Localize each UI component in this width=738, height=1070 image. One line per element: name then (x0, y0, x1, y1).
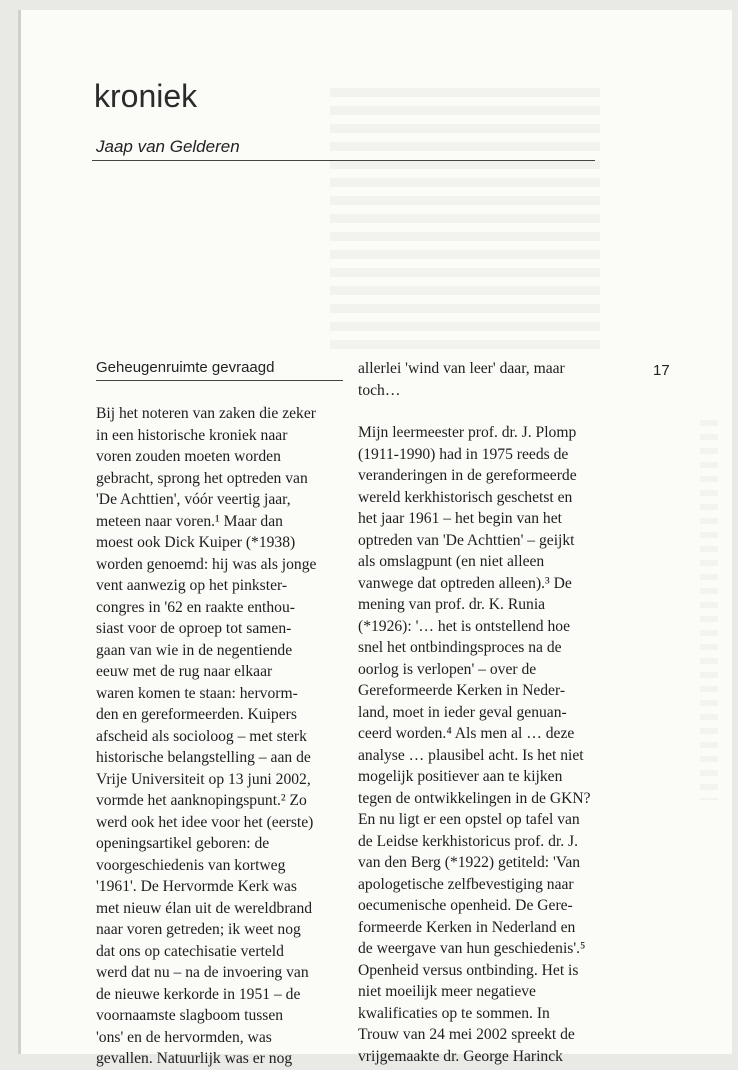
page-number: 17 (653, 362, 670, 379)
text-line: gaan van wie in de negentiende (96, 641, 293, 659)
text-line: voren zouden moeten worden (96, 448, 281, 465)
text-line: openingsartikel geboren: de (96, 835, 270, 852)
text-line: naar voren getreden; ik weet nog (96, 921, 301, 938)
section-title-kroniek: kroniek (94, 78, 198, 114)
text-line: dat ons op catechisatie verteld (96, 942, 284, 960)
text-line: 'ons' en de hervormden, was (96, 1028, 272, 1046)
text-line: kwalificaties op te sommen. In (358, 1004, 550, 1022)
text-line: mogelijk positiever aan te kijken (358, 768, 563, 785)
text-line: vent aanwezig op het pinkster- (96, 577, 288, 594)
header-rule (92, 160, 595, 161)
text-line: werd ook het idee voor het (eerste) (96, 813, 314, 831)
text-line: (1911-1990) had in 1975 reeds de (358, 445, 569, 463)
text-line: Trouw van 24 mei 2002 spreekt de (358, 1026, 575, 1043)
left-column-body (96, 403, 343, 1070)
text-line: afscheid als socioloog – met sterk (96, 727, 307, 745)
text-line: gebracht, sprong het optreden van (96, 469, 308, 487)
text-line: 'De Achttien', vóór veertig jaar, (96, 491, 291, 508)
text-line: gevallen. Natuurlijk was er nog (96, 1050, 293, 1067)
text-line: als omslagpunt (en niet alleen (358, 553, 545, 570)
text-line: formeerde Kerken in Nederland en (358, 918, 576, 936)
text-line: Gereformeerde Kerken in Neder- (358, 682, 566, 699)
text-line: siast voor de oproep tot samen- (96, 620, 292, 637)
text-line: Bij het noteren van zaken die zeker (96, 405, 316, 422)
page-spine-shadow (18, 10, 21, 1054)
text-line: mening van prof. dr. K. Runia (358, 596, 546, 613)
text-line: tegen de ontwikkelingen in de GKN? (358, 789, 591, 807)
text-line: niet moeilijk meer negatieve (358, 983, 536, 1000)
text-line: vrijgemaakte dr. George Harinck (358, 1047, 563, 1065)
right-column-paragraph-1 (358, 358, 598, 401)
text-line: worden genoemd: hij was als jonge (96, 555, 317, 573)
text-line: van den Berg (*1922) getiteld: 'Van (358, 854, 581, 871)
text-line: toch… (358, 381, 401, 399)
text-line: het jaar 1961 – het begin van het (358, 510, 562, 527)
text-line: de weergave van hun geschiedenis'.⁵ (358, 940, 586, 957)
text-line: meteen naar voren.¹ Maar dan (96, 512, 283, 530)
text-line: den en gereformeerden. Kuipers (96, 706, 297, 723)
text-line: eeuw met de rug naar elkaar (96, 663, 273, 680)
text-line: land, moet in ieder geval genuan- (358, 703, 567, 721)
text-line: analyse … plausibel acht. Is het niet (358, 746, 584, 764)
text-line: werd dat nu – na de invoering van (96, 964, 309, 981)
text-line: allerlei 'wind van leer' daar, maar (358, 360, 565, 377)
text-line: moest ook Dick Kuiper (*1938) (96, 534, 296, 551)
text-line: de nieuwe kerkorde in 1951 – de (96, 985, 301, 1003)
text-line: apologetische zelfbevestiging naar (358, 875, 574, 893)
text-line: snel het ontbindingsproces na de (358, 639, 562, 656)
text-line: voornaamste slagboom tussen (96, 1007, 284, 1024)
text-line: met nieuw élan uit de wereldbrand (96, 899, 313, 917)
right-column-paragraph-2 (358, 422, 598, 1067)
text-line: optreden van 'De Achttien' – geijkt (358, 531, 575, 549)
text-line: voorgeschiedenis van kortweg (96, 856, 286, 874)
text-line: ceerd worden.⁴ Als men al … deze (358, 725, 575, 742)
paragraph-gap (358, 401, 598, 422)
text-line: Openheid versus ontbinding. Het is (358, 961, 579, 979)
text-line: oorlog is verlopen' – over de (358, 660, 537, 678)
text-line: oecumenische openheid. De Gere- (358, 897, 573, 914)
text-line: Vrije Universiteit op 13 juni 2002, (96, 770, 311, 788)
show-through-margin (700, 420, 718, 800)
text-line: congres in '62 en raakte enthou- (96, 598, 295, 616)
author-name: Jaap van Gelderen (96, 137, 240, 156)
text-line: de Leidse kerkhistoricus prof. dr. J. (358, 832, 578, 850)
text-line: vanwege dat optreden alleen).³ De (358, 574, 572, 592)
text-line: En nu ligt er een opstel op tafel van (358, 811, 580, 828)
text-line: in een historische kroniek naar (96, 426, 288, 444)
text-line: '1961'. De Hervormde Kerk was (96, 878, 297, 895)
text-line: wereld kerkhistorisch geschetst en (358, 488, 573, 506)
text-line: waren komen te staan: hervorm- (96, 684, 298, 702)
text-line: (*1926): '… het is ontstellend hoe (358, 617, 570, 635)
text-line: Mijn leermeester prof. dr. J. Plomp (358, 424, 577, 441)
text-line: veranderingen in de gereformeerde (358, 467, 577, 484)
subsection-heading: Geheugenruimte gevraagd (96, 358, 343, 381)
left-column (96, 358, 343, 1070)
show-through-text (330, 88, 600, 353)
text-line: historische belangstelling – aan de (96, 749, 311, 766)
text-line: vormde het aanknopingspunt.² Zo (96, 792, 307, 809)
right-column (358, 358, 598, 1067)
